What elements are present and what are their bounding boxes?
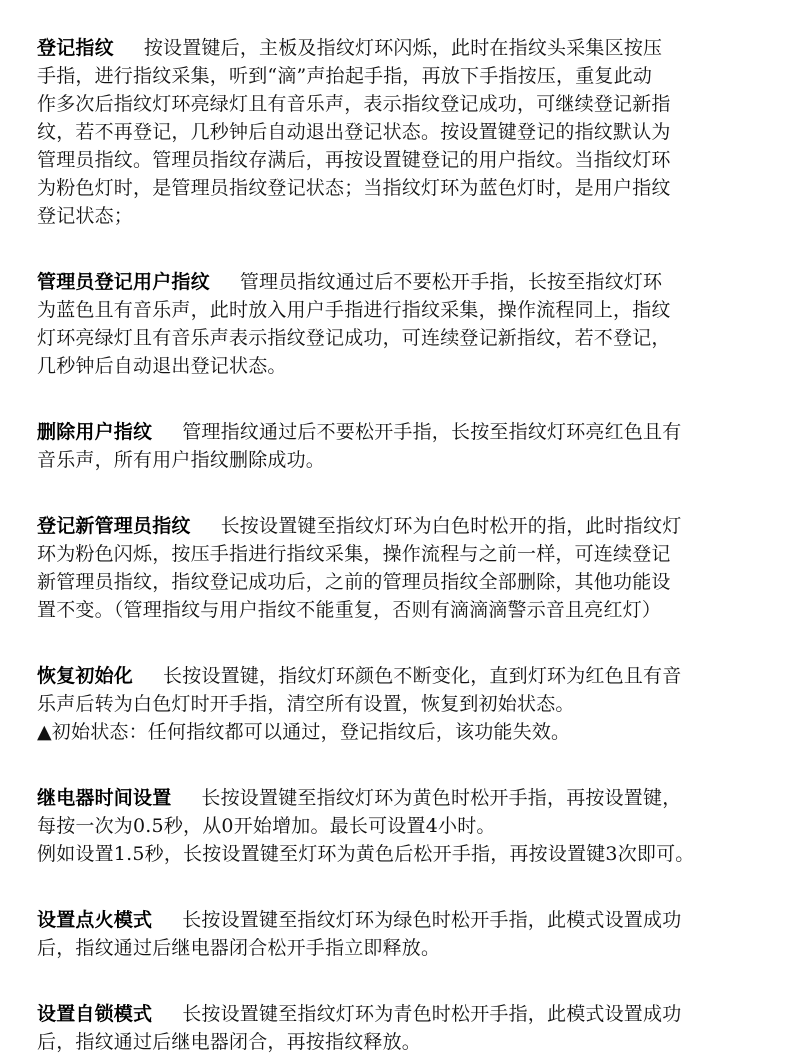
- section-heading: 管理员登记用户指纹: [37, 271, 210, 293]
- text-line: 乐声后转为白色灯时开手指，清空所有设置，恢复到初始状态。: [37, 693, 575, 715]
- text-line: 删除用户指纹 管理指纹通过后不要松开手指，长按至指纹灯环亮红色且有: [37, 421, 682, 443]
- section-relay-time: [37, 784, 769, 868]
- text-line: 登记指纹 按设置键后，主板及指纹灯环闪烁，此时在指纹头采集区按压: [37, 37, 663, 59]
- section-delete-user: [37, 418, 769, 474]
- text-line: 设置点火模式 长按设置键至指纹灯环为绿色时松开手指，此模式设置成功: [37, 909, 682, 931]
- text-line: 置不变。（管理指纹与用户指纹不能重复，否则有滴滴滴警示音且亮红灯）: [37, 599, 662, 621]
- section-factory-reset: [37, 662, 769, 746]
- text-line: 继电器时间设置 长按设置键至指纹灯环为黄色时松开手指，再按设置键，: [37, 787, 682, 809]
- text-line: 灯环亮绿灯且有音乐声表示指纹登记成功，可连续登记新指纹，若不登记，: [37, 327, 671, 349]
- text-line: 后，指纹通过后继电器闭合松开手指立即释放。: [37, 937, 441, 959]
- section-heading: 恢复初始化: [37, 665, 134, 687]
- text-line: 恢复初始化 长按设置键，指纹灯环颜色不断变化，直到灯环为红色且有音: [37, 665, 682, 687]
- section-heading: 登记指纹: [37, 37, 114, 59]
- section-heading: 登记新管理员指纹: [37, 515, 191, 537]
- section-heading: 设置点火模式: [37, 909, 153, 931]
- text-line: 管理员登记用户指纹 管理员指纹通过后不要松开手指，长按至指纹灯环: [37, 271, 663, 293]
- section-text: [37, 784, 769, 868]
- section-text: [37, 268, 769, 380]
- section-text: [37, 906, 769, 962]
- section-heading: 设置自锁模式: [37, 1003, 153, 1025]
- text-line: 纹，若不再登记，几秒钟后自动退出登记状态。按设置键登记的指纹默认为: [37, 121, 671, 143]
- text-line: 作多次后指纹灯环亮绿灯且有音乐声，表示指纹登记成功，可继续登记新指: [37, 93, 671, 115]
- text-line: 几秒钟后自动退出登记状态。: [37, 355, 287, 377]
- text-line: 登记状态；: [37, 205, 134, 227]
- text-line: 设置自锁模式 长按设置键至指纹灯环为青色时松开手指，此模式设置成功: [37, 1003, 682, 1025]
- text-line: 例如设置1.5秒，长按设置键至灯环为黄色后松开手指，再按设置键3次即可。: [37, 843, 695, 865]
- text-line: 每按一次为0.5秒，从0开始增加。最长可设置4小时。: [37, 815, 496, 837]
- text-line: 新管理员指纹，指纹登记成功后，之前的管理员指纹全部删除，其他功能设: [37, 571, 671, 593]
- section-self-lock-mode: [37, 1000, 769, 1056]
- section-text: [37, 418, 769, 474]
- section-heading: 继电器时间设置: [37, 787, 172, 809]
- text-line: 后，指纹通过后继电器闭合，再按指纹释放。: [37, 1031, 422, 1053]
- section-register-fingerprint: [37, 34, 769, 230]
- text-line: 手指，进行指纹采集，听到“滴”声抬起手指，再放下手指按压，重复此动: [37, 65, 653, 87]
- section-admin-register-user: [37, 268, 769, 380]
- text-line: 管理员指纹。管理员指纹存满后，再按设置键登记的用户指纹。当指纹灯环: [37, 149, 671, 171]
- text-line: 环为粉色闪烁，按压手指进行指纹采集，操作流程与之前一样，可连续登记: [37, 543, 671, 565]
- section-register-new-admin: [37, 512, 769, 624]
- text-line: 登记新管理员指纹 长按设置键至指纹灯环为白色时松开的指，此时指纹灯: [37, 515, 682, 537]
- section-text: [37, 1000, 769, 1056]
- section-text: [37, 662, 769, 746]
- section-heading: 删除用户指纹: [37, 421, 153, 443]
- section-text: [37, 34, 769, 230]
- text-line: 音乐声，所有用户指纹删除成功。: [37, 449, 326, 471]
- text-line: 为粉色灯时，是管理员指纹登记状态；当指纹灯环为蓝色灯时，是用户指纹: [37, 177, 671, 199]
- instruction-document: [37, 34, 769, 1056]
- section-ignition-mode: [37, 906, 769, 962]
- text-line: 为蓝色且有音乐声，此时放入用户手指进行指纹采集，操作流程同上，指纹: [37, 299, 671, 321]
- text-line: ▲初始状态：任何指纹都可以通过，登记指纹后，该功能失效。: [37, 721, 571, 743]
- section-text: [37, 512, 769, 624]
